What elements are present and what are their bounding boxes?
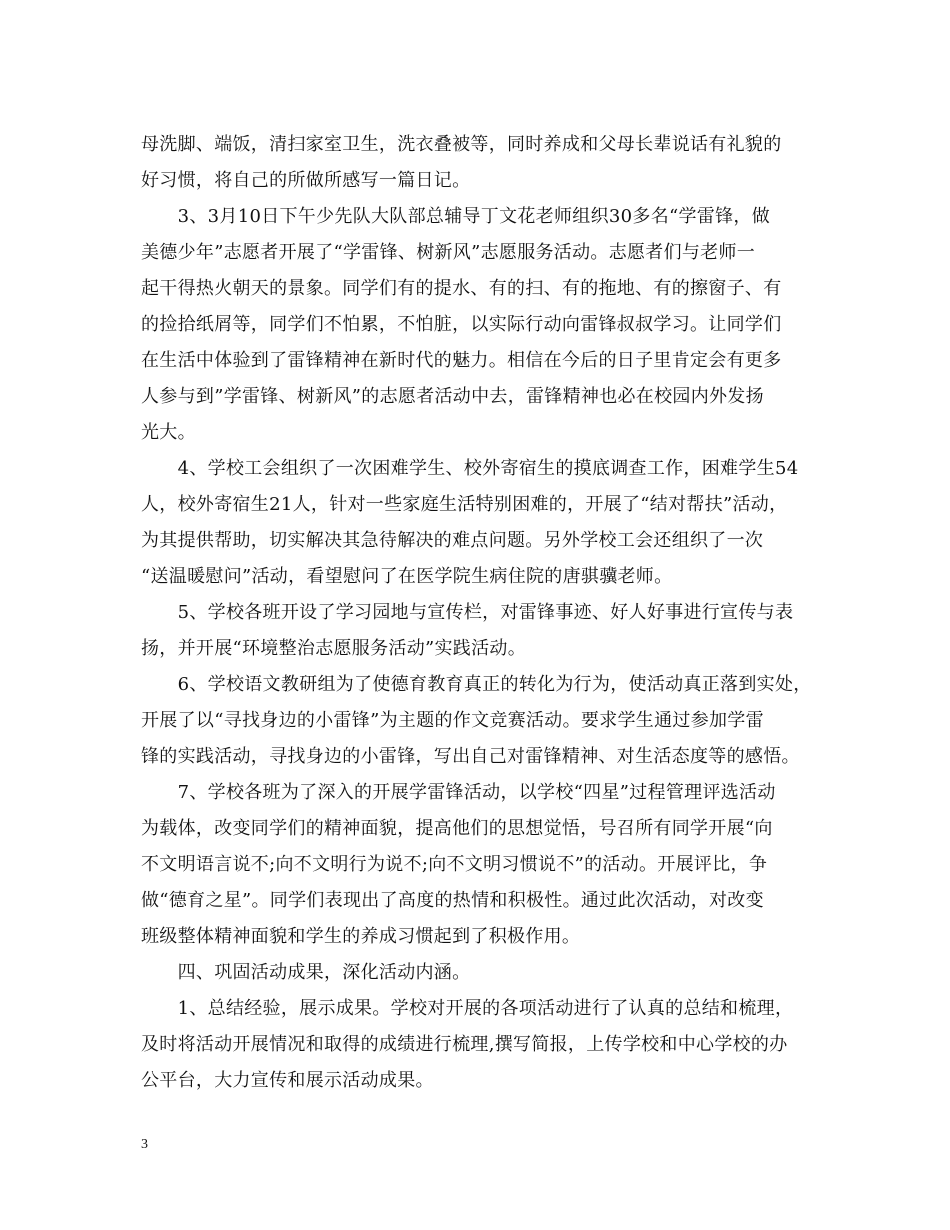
text-line: 不文明语言说不;向不文明行为说不;向不文明习惯说不”的活动。开展评比，争 [141, 854, 768, 875]
text-line: 5、学校各班开设了学习园地与宣传栏，对雷锋事迹、好人好事进行宣传与表 [141, 602, 794, 623]
text-line: 班级整体精神面貌和学生的养成习惯起到了积极作用。 [141, 926, 581, 947]
text-line: 光大。 [141, 422, 196, 443]
text-line: 公平台，大力宣传和展示活动成果。 [141, 1070, 434, 1091]
text-line: 在生活中体验到了雷锋精神在新时代的魅力。相信在今后的日子里肯定会有更多 [141, 350, 782, 371]
page-number: 3 [141, 1137, 148, 1152]
text-line: 1、总结经验，展示成果。学校对开展的各项活动进行了认真的总结和梳理， [141, 998, 794, 1019]
text-line: 6、学校语文教研组为了使德育教育真正的转化为行为，使活动真正落到实处， [141, 674, 812, 695]
text-line: “送温暖慰问”活动，看望慰问了在医学院生病住院的唐骐骥老师。 [141, 566, 673, 587]
text-line: 做“德育之星”。同学们表现出了高度的热情和积极性。通过此次活动，对改变 [141, 890, 764, 911]
text-line: 人，校外寄宿生21人，针对一些家庭生活特别困难的，开展了“结对帮扶”活动， [141, 494, 788, 515]
text-line: 母洗脚、端饭，清扫家室卫生，洗衣叠被等，同时养成和父母长辈说话有礼貌的 [141, 134, 782, 155]
text-line: 3、3月10日下午少先队大队部总辅导丁文花老师组织30多名“学雷锋，做 [141, 206, 771, 227]
text-line: 美德少年”志愿者开展了“学雷锋、树新风”志愿服务活动。志愿者们与老师一 [141, 242, 756, 263]
text-line: 人参与到”学雷锋、树新风”的志愿者活动中去，雷锋精神也必在校园内外发扬 [141, 386, 764, 407]
text-line: 为载体，改变同学们的精神面貌，提高他们的思想觉悟，号召所有同学开展“向 [141, 818, 773, 839]
text-line: 好习惯，将自己的所做所感写一篇日记。 [141, 170, 471, 191]
text-line: 扬，并开展“环境整治志愿服务活动”实践活动。 [141, 638, 527, 659]
text-line: 开展了以“寻找身边的小雷锋”为主题的作文竞赛活动。要求学生通过参加学雷 [141, 710, 764, 731]
text-line: 锋的实践活动，寻找身边的小雷锋，写出自己对雷锋精神、对生活态度等的感悟。 [141, 746, 800, 767]
text-line: 4、学校工会组织了一次困难学生、校外寄宿生的摸底调查工作，困难学生54 [141, 458, 799, 479]
text-line: 的捡拾纸屑等，同学们不怕累，不怕脏，以实际行动向雷锋叔叔学习。让同学们 [141, 314, 782, 335]
text-line: 7、学校各班为了深入的开展学雷锋活动，以学校“四星”过程管理评选活动 [141, 782, 776, 803]
text-line: 起干得热火朝天的景象。同学们有的提水、有的扫、有的拖地、有的擦窗子、有 [141, 278, 782, 299]
text-line: 及时将活动开展情况和取得的成绩进行梳理,撰写简报，上传学校和中心学校的办 [141, 1034, 788, 1055]
text-line: 为其提供帮助，切实解决其急待解决的难点问题。另外学校工会还组织了一次 [141, 530, 764, 551]
body-text [141, 127, 821, 1099]
text-line: 四、巩固活动成果，深化活动内涵。 [141, 962, 471, 983]
